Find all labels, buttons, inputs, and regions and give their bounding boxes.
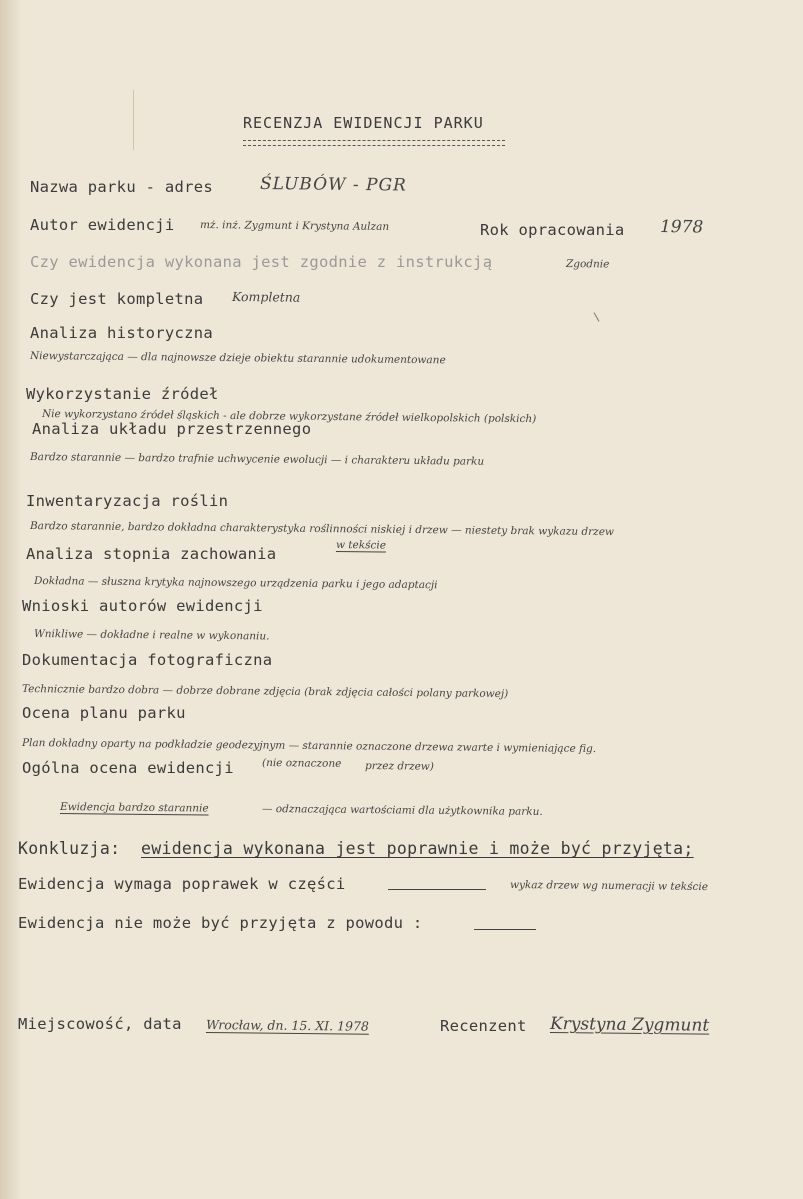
corrections-value: wykaz drzew wg numeracji w tekście [509, 879, 709, 894]
sources-label: Wykorzystanie źródeł [26, 385, 219, 403]
inventory-note: w tekście [335, 539, 387, 552]
conclusion-label: Konkluzja: [18, 839, 121, 858]
park-name-label: Nazwa parku - adres [30, 178, 214, 196]
reviewer-signature: Krystyna Zygmunt [549, 1014, 710, 1036]
page-title: RECENZJA EWIDENCJI PARKU [243, 114, 484, 132]
preservation-label: Analiza stopnia zachowania [26, 545, 277, 563]
inventory-label: Inwentaryzacja roślin [26, 492, 229, 510]
corrections-label: Ewidencja wymaga poprawek w części [18, 875, 346, 893]
place-date-label: Miejscowość, data [18, 1015, 182, 1033]
conclusions-value: Wnikliwe — dokładne i realne w wykonaniu. [33, 628, 270, 643]
author-value: mż. inż. Zygmunt i Krystyna Aulzan [199, 219, 390, 233]
park-name-value: ŚLUBÓW - PGR [259, 174, 408, 196]
instruction-label: Czy ewidencja wykonana jest zgodnie z instrukcją [30, 253, 493, 271]
year-label: Rok opracowania [480, 221, 625, 239]
overall-value-rest: — odznaczająca wartościami dla użytkownika parku. [261, 803, 543, 818]
stray-mark [594, 312, 600, 321]
sources-value: Nie wykorzystano źródeł śląskich - ale dobrze wykorzystane źródeł wielkopolskich (polskich) [41, 408, 537, 426]
complete-label: Czy jest kompletna [30, 290, 204, 308]
conclusion-value: ewidencja wykonana jest poprawnie i może być przyjęta; [141, 839, 694, 858]
reviewer-label: Recenzent [440, 1017, 527, 1035]
place-date-value: Wrocław, dn. 15. XI. 1978 [205, 1017, 369, 1034]
plan-label: Ocena planu parku [22, 704, 186, 722]
spatial-value: Bardzo starannie — bardzo trafnie uchwycenie ewolucji — i charakteru układu parku [29, 451, 485, 468]
instruction-value: Zgodnie [565, 258, 610, 271]
overall-value-main: Ewidencja bardzo starannie [59, 801, 209, 815]
historical-value: Niewystarczająca — dla najnowsze dzieje obiektu starannie udokumentowane [29, 350, 446, 367]
corrections-line [388, 889, 486, 890]
title-underline [243, 140, 505, 146]
year-value: 1978 [659, 217, 704, 238]
conclusions-label: Wnioski autorów ewidencji [22, 597, 263, 615]
photo-value: Technicznie bardzo dobra — dobrze dobrane zdjęcia (brak zdjęcia całości polany parkowej) [21, 683, 509, 701]
author-label: Autor ewidencji [30, 216, 175, 234]
photo-label: Dokumentacja fotograficzna [22, 651, 273, 669]
reject-label: Ewidencja nie może być przyjęta z powodu : [18, 914, 423, 932]
inventory-value: Bardzo starannie, bardzo dokładna charakterystyka roślinności niskiej i drzew — niestety brak wykazu drzew [29, 520, 614, 539]
preservation-value: Dokładna — słuszna krytyka najnowszego urządzenia parku i jego adaptacji [33, 575, 438, 592]
overall-label: Ogólna ocena ewidencji [22, 759, 234, 777]
spatial-label: Analiza układu przestrzennego [32, 420, 312, 438]
overall-note-2: przez drzew) [364, 760, 434, 773]
overall-note: (nie oznaczone [261, 757, 342, 770]
plan-value: Plan dokładny oparty na podkładzie geodezyjnym — starannie oznaczone drzewa zwarte i wymieniające fig. [21, 737, 597, 756]
historical-label: Analiza historyczna [30, 324, 214, 342]
paper-fold [133, 90, 134, 150]
complete-value: Kompletna [231, 289, 301, 305]
reject-line [474, 929, 536, 930]
